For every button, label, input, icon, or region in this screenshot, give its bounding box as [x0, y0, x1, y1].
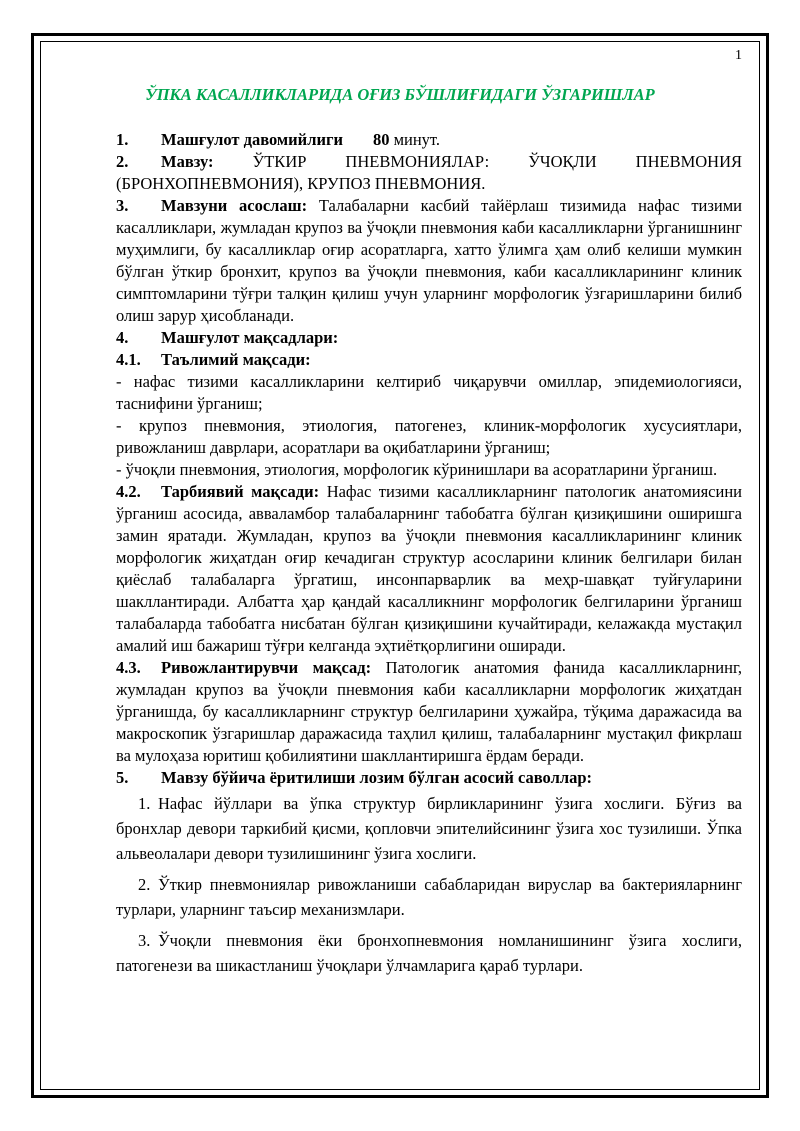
question-number: 2. [138, 875, 151, 894]
section-4-2-label: Тарбиявий мақсади: [161, 482, 320, 501]
upbringing-goal-text: Нафас тизими касалликларнинг патологик анатомиясини ўрганиш асосида, авваламбор талабаларнинг табобатга бўлган қизиқишини оширишга замин яратади. Жумладан, крупоз ва ўчоқли пневмония касалликларининг клиник морфологик жиҳатдан оғир кечадиган структур асосларини клиник белгилари билан қиёслаб талабаларга ўргатиш, инсонпарварлик ва меҳр-шавқат туйғуларини шакллантиради. Албатта ҳар қандай касалликнинг морфологик белгиларини ўрганиш талабаларда табобатга нисбатан бўлган қизиқишини кучайтиради, келажакда мустақил амалий иш бажариш тўғри келганда эҳтиётқорлигини оширади. [116, 482, 742, 655]
section-5-number: 5. [116, 768, 129, 787]
section-4-1-number: 4.1. [116, 350, 141, 369]
duration-unit: минут. [389, 130, 441, 149]
educational-goal-item: - нафас тизими касалликларини келтириб чиқарувчи омиллар, эпидемиологияси, таснифини ўрганиш; [116, 372, 742, 413]
section-5 [116, 767, 742, 789]
question-item [116, 928, 742, 978]
section-4-3-label: Ривожлантирувчи мақсад: [161, 658, 372, 677]
educational-goal-item: - крупоз пневмония, этиология, патогенез, клиник-морфологик хусусиятлари, ривожланиш даврлари, асоратлари ва оқибатларини ўрганиш; [116, 416, 742, 457]
section-1-label: Машғулот давомийлиги [161, 130, 343, 149]
question-text: Нафас йўллари ва ўпка структур бирликларининг ўзига хослиги. Бўғиз ва бронхлар девори таркибий қисми, қопловчи эпителийсининг ўзига хос тузилиши. Ўпка альвеолалари девори тузилишининг ўзига хослиги. [116, 794, 742, 863]
section-4-number: 4. [116, 328, 129, 347]
rationale-text: Талабаларни касбий тайёрлаш тизимида нафас тизими касалликлари, жумладан крупоз ва ўчоқли пневмония каби касалликларни ўрганишнинг муҳимлиги, бу касалликлар оғир асоратларга, хатто ўлимга ҳам олиб келиши мумкин бўлган ўткир бронхит, крупоз ва ўчоқли пневмония, каби касалликларининг клиник симптомларини тўғри талқин қилиш учун уларнинг морфологик ўзгаришларини билиб олиш зарур ҳисобланади. [116, 196, 742, 325]
page-number: 1 [735, 48, 742, 63]
section-2-number: 2. [116, 152, 129, 171]
question-number: 3. [138, 931, 151, 950]
question-text: Ўчоқли пневмония ёки бронхопневмония номланишининг ўзига хослиги, патогенези ва шикастланиш ўчоқлари ўлчамларига қараб турлари. [116, 931, 742, 975]
section-4-3-number: 4.3. [116, 658, 141, 677]
section-1-number: 1. [116, 130, 129, 149]
section-3-label: Мавзуни асослаш: [161, 196, 308, 215]
duration-value: 80 [372, 130, 390, 149]
section-4-2 [116, 481, 742, 657]
section-3-number: 3. [116, 196, 129, 215]
section-4-label: Машғулот мақсадлари: [161, 328, 339, 347]
educational-goal-item: - ўчоқли пневмония, этиология, морфологик кўринишлари ва асоратларини ўрганиш. [116, 460, 718, 479]
developmental-goal-text: Патологик анатомия фанида касалликларнинг, жумладан крупоз ва ўчоқли пневмония каби касалликларни морфологик жиҳатдан ўрганишда, бу касалликларнинг структур белгиларини ҳужайра, тўқима даражасида ва макроскопик ўзгаришлар даражасида таҳлил қилиш, талабаларнинг мустақил фикрлаш ва мулоҳаза юритиш қобилиятини шакллантиришга ёрдам беради. [116, 658, 742, 765]
document-title: ЎПКА КАСАЛЛИКЛАРИДА ОҒИЗ БЎШЛИҒИДАГИ ЎЗГАРИШЛАР [145, 85, 655, 104]
question-item [116, 872, 742, 922]
section-4-1 [116, 349, 742, 371]
section-2 [116, 151, 742, 195]
section-4-3 [116, 657, 742, 767]
section-4-1-label: Таълимий мақсади: [161, 350, 311, 369]
section-2-label: Мавзу: [161, 152, 214, 171]
question-number: 1. [138, 794, 151, 813]
topic-text: ЎТКИР ПНЕВМОНИЯЛАР: ЎЧОҚЛИ ПНЕВМОНИЯ (БРОНХОПНЕВМОНИЯ), КРУПОЗ ПНЕВМОНИЯ. [116, 152, 742, 193]
section-4-2-number: 4.2. [116, 482, 141, 501]
section-5-label: Мавзу бўйича ёритилиши лозим бўлган асосий саволлар: [161, 768, 592, 787]
question-item [116, 791, 742, 866]
document-body [116, 129, 742, 978]
section-4 [116, 327, 742, 349]
section-3 [116, 195, 742, 327]
question-text: Ўткир пневмониялар ривожланиши сабабларидан вируслар ва бактерияларнинг турлари, уларнинг таъсир механизмлари. [116, 875, 742, 919]
section-1 [116, 129, 742, 151]
